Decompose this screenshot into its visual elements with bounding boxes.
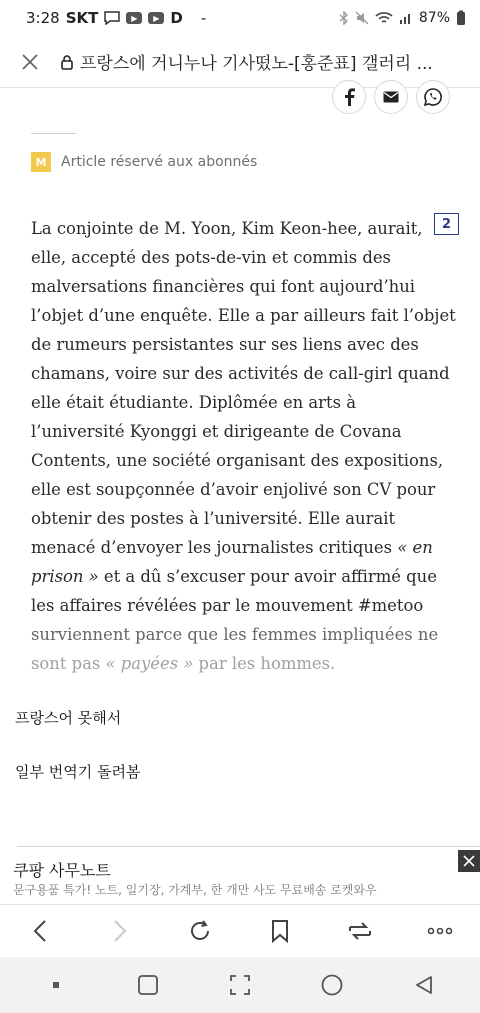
ad-description: 문구용품 특가! 노트, 일기장, 가계부, 한 개만 사도 무료배송 로켓와우 xyxy=(13,883,377,897)
status-bar xyxy=(0,0,480,36)
article-line xyxy=(31,562,456,591)
status-dash: - xyxy=(200,9,207,27)
article-line: malversations financières qui font aujourd’hui xyxy=(31,277,416,296)
back-triangle-icon xyxy=(413,974,435,996)
subscriber-text: Article réservé aux abonnés xyxy=(61,154,258,170)
comment-line: 일부 번역기 돌려봄 xyxy=(15,763,141,781)
article-quote: « payées » xyxy=(105,654,194,673)
forward-button[interactable] xyxy=(96,907,144,955)
article-text: par les hommes. xyxy=(193,654,336,673)
bluetooth-icon xyxy=(339,11,349,25)
article-quote: « en xyxy=(397,538,433,557)
youtube-icon: ▶ xyxy=(126,12,142,24)
dot-icon xyxy=(51,980,61,990)
footnote-badge[interactable]: 2 xyxy=(434,213,459,235)
capture-icon xyxy=(229,974,251,996)
article-line: l’objet d’une enquête. Elle a par ailleurs fait l’objet xyxy=(31,306,456,325)
nav-dot-button[interactable] xyxy=(32,961,80,1009)
forward-icon xyxy=(113,919,127,943)
home-icon xyxy=(320,973,344,997)
share-button[interactable] xyxy=(336,907,384,955)
recent-apps-button[interactable] xyxy=(124,961,172,1009)
article-line: elle est soupçonnée d’avoir enjolivé son CV pour xyxy=(31,480,436,499)
lock-icon xyxy=(60,54,74,70)
chat-icon xyxy=(104,11,120,25)
system-nav-bar xyxy=(0,957,480,1013)
battery-icon xyxy=(456,10,466,26)
article-line: Contents, une société organisant des expositions, xyxy=(31,451,444,470)
subscriber-icon: M xyxy=(31,152,51,172)
status-app-letter: D xyxy=(170,9,183,27)
article-line: elle était étudiante. Diplômée en arts à xyxy=(31,393,356,412)
article-line: surviennent parce que les femmes impliquées ne xyxy=(31,625,439,644)
share-row xyxy=(332,80,450,114)
article-text: sont pas xyxy=(31,654,106,673)
browser-toolbar xyxy=(0,905,480,957)
more-options-button[interactable] xyxy=(416,907,464,955)
recent-apps-icon xyxy=(137,974,159,996)
bookmark-icon xyxy=(270,919,290,943)
article-line: chamans, voire sur des activités de call-girl quand xyxy=(31,364,450,383)
article-line: La conjointe de M. Yoon, Kim Keon-hee, aurait, xyxy=(31,219,423,238)
article-quote: prison » xyxy=(31,567,99,586)
email-share-button[interactable] xyxy=(374,80,408,114)
more-icon xyxy=(427,927,453,935)
url-title-area[interactable] xyxy=(60,49,460,74)
battery-percent: 87% xyxy=(418,10,450,26)
ad-title: 쿠팡 사무노트 xyxy=(13,861,111,880)
status-left xyxy=(26,9,206,27)
whatsapp-share-button[interactable] xyxy=(416,80,450,114)
ad-close-button[interactable] xyxy=(458,850,480,872)
mute-icon xyxy=(355,11,369,25)
close-icon xyxy=(462,854,476,868)
status-carrier: SKT xyxy=(65,9,99,27)
share-icon xyxy=(347,919,373,943)
facebook-share-button[interactable] xyxy=(332,80,366,114)
article-line xyxy=(31,649,456,678)
subscriber-notice xyxy=(31,152,257,172)
back-button[interactable] xyxy=(16,907,64,955)
page-title: 프랑스에 거니누나 기사떴노-[홍준표] 갤러리 ... xyxy=(80,54,433,74)
close-button[interactable] xyxy=(0,36,60,88)
bookmark-button[interactable] xyxy=(256,907,304,955)
screenshot-button[interactable] xyxy=(216,961,264,1009)
mail-icon xyxy=(383,91,399,103)
system-back-button[interactable] xyxy=(400,961,448,1009)
back-icon xyxy=(33,919,47,943)
wifi-icon xyxy=(375,11,393,25)
article-text: et a dû s’excuser pour avoir affirmé que xyxy=(98,567,437,586)
article-line xyxy=(31,533,456,562)
refresh-icon xyxy=(187,918,213,944)
facebook-icon xyxy=(342,88,356,106)
comment-line: 프랑스어 못해서 xyxy=(15,709,122,727)
close-icon xyxy=(21,53,39,71)
home-button[interactable] xyxy=(308,961,356,1009)
article-line: elle, accepté des pots-de-vin et commis des xyxy=(31,248,391,267)
ad-banner[interactable] xyxy=(0,847,480,905)
refresh-button[interactable] xyxy=(176,907,224,955)
article-line: obtenir des postes à l’université. Elle aurait xyxy=(31,509,396,528)
article-line: l’université Kyonggi et dirigeante de Covana xyxy=(31,422,402,441)
article-line: les affaires révélées par le mouvement #metoo xyxy=(31,596,424,615)
article-text: menacé d’envoyer les journalistes critiques xyxy=(31,538,393,557)
article-body xyxy=(31,214,456,678)
article-line: de rumeurs persistantes sur ses liens avec des xyxy=(31,335,419,354)
youtube-icon-2: ▶ xyxy=(148,12,164,24)
section-divider xyxy=(31,133,76,134)
status-right xyxy=(339,10,466,26)
signal-icon xyxy=(399,11,413,25)
whatsapp-icon xyxy=(423,87,443,107)
status-time: 3:28 xyxy=(26,9,60,27)
